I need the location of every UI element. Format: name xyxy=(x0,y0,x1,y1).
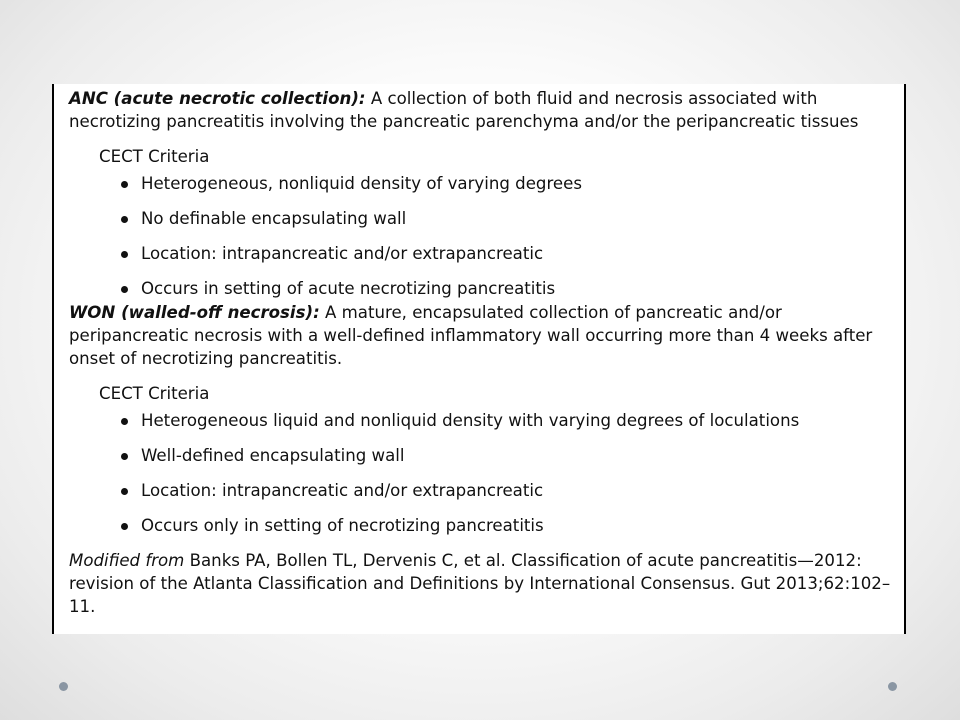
bullet-icon xyxy=(121,181,128,188)
won-criterion: Heterogeneous liquid and nonliquid density with varying degrees of loculations xyxy=(141,411,800,430)
list-item xyxy=(119,479,904,502)
anc-criteria-list xyxy=(69,172,904,300)
anc-criterion: No definable encapsulating wall xyxy=(141,209,407,228)
anc-criterion: Heterogeneous, nonliquid density of varying degrees xyxy=(141,174,582,193)
won-criteria-list xyxy=(69,409,904,537)
anc-criterion: Occurs in setting of acute necrotizing pancreatitis xyxy=(141,279,556,298)
source-citation xyxy=(69,549,904,618)
won-term: WON (walled-off necrosis): xyxy=(69,303,320,322)
list-item xyxy=(119,409,904,432)
anc-term: ANC (acute necrotic collection): xyxy=(69,89,366,108)
anc-criterion: Location: intrapancreatic and/or extrapancreatic xyxy=(141,244,544,263)
bullet-icon xyxy=(121,286,128,293)
list-item xyxy=(119,207,904,230)
slide-dot-left-icon xyxy=(59,682,68,691)
bullet-icon xyxy=(121,523,128,530)
list-item xyxy=(119,277,904,300)
won-definition xyxy=(69,301,904,370)
slide-dot-right-icon xyxy=(888,682,897,691)
list-item xyxy=(119,172,904,195)
definition-table xyxy=(52,84,906,634)
anc-criteria-heading: CECT Criteria xyxy=(99,147,210,166)
list-item xyxy=(119,514,904,537)
bullet-icon xyxy=(121,216,128,223)
won-criterion: Location: intrapancreatic and/or extrapancreatic xyxy=(141,481,544,500)
bullet-icon xyxy=(121,418,128,425)
list-item xyxy=(119,444,904,467)
bullet-icon xyxy=(121,251,128,258)
bullet-icon xyxy=(121,453,128,460)
won-criterion: Well-defined encapsulating wall xyxy=(141,446,405,465)
anc-definition-text: A collection of both fluid and necrosis associated with necrotizing pancreatitis involving the pancreatic parenchyma and/or the peripancreatic tissues xyxy=(69,89,859,131)
anc-definition xyxy=(69,87,904,133)
source-text: Banks PA, Bollen TL, Dervenis C, et al. Classification of acute pancreatitis—2012: revision of the Atlanta Classification and Definitions by International Consensus. Gut 2013;62:102–11. xyxy=(69,551,891,616)
bullet-icon xyxy=(121,488,128,495)
source-prefix: Modified from xyxy=(69,551,185,570)
list-item xyxy=(119,242,904,265)
won-criterion: Occurs only in setting of necrotizing pancreatitis xyxy=(141,516,544,535)
won-criteria-heading: CECT Criteria xyxy=(99,384,210,403)
won-definition-text: A mature, encapsulated collection of pancreatic and/or peripancreatic necrosis with a well-defined inflammatory wall occurring more than 4 weeks after onset of necrotizing pancreatitis. xyxy=(69,303,873,368)
